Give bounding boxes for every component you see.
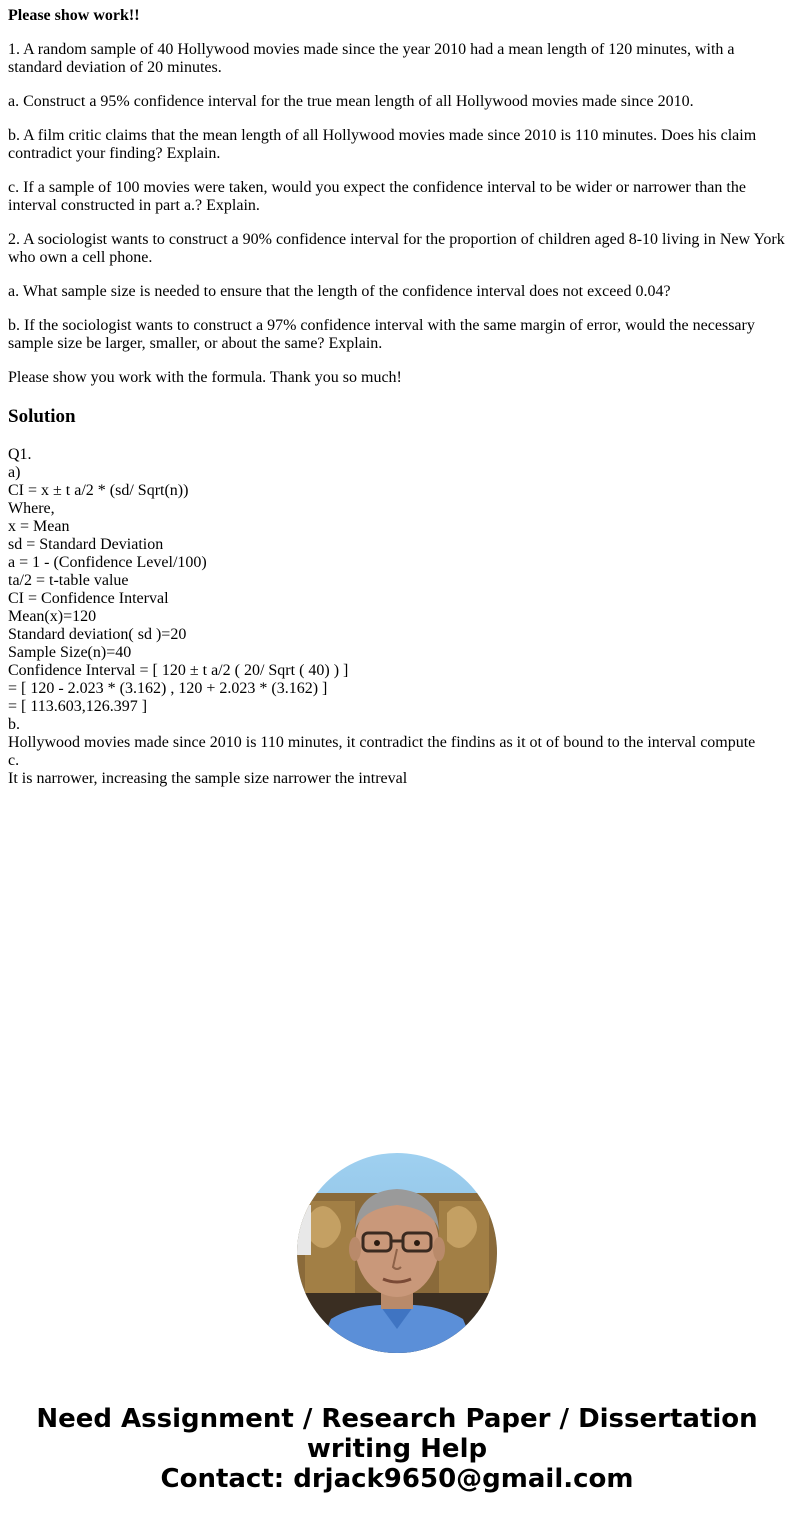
solution-line: Q1. bbox=[8, 446, 32, 463]
solution-line: a) bbox=[8, 464, 21, 481]
solution-line: Confidence Interval = [ 120 ± t a/2 ( 20/ Sqrt ( 40) ) ] bbox=[8, 662, 349, 679]
solution-line: c. bbox=[8, 752, 20, 769]
question-paragraph: b. A film critic claims that the mean length of all Hollywood movies made since 2010 is 110 minutes. Does his claim contradict your finding? Explain. bbox=[8, 127, 757, 162]
question-paragraph: 2. A sociologist wants to construct a 90% confidence interval for the proportion of children aged 8-10 living in New York who own a cell phone. bbox=[8, 231, 785, 266]
promo-line-2: writing Help bbox=[306, 1434, 488, 1464]
solution-line: x = Mean bbox=[8, 518, 70, 535]
question-paragraph: b. If the sociologist wants to construct a 97% confidence interval with the same margin of error, would the necessary sample size be larger, smaller, or about the same? Explain. bbox=[8, 317, 755, 352]
solution-line: Sample Size(n)=40 bbox=[8, 644, 132, 661]
question-title: Please show work!! bbox=[8, 7, 140, 24]
solution-body bbox=[8, 446, 788, 788]
solution-line: It is narrower, increasing the sample size narrower the intreval bbox=[8, 770, 408, 787]
solution-line: = [ 120 - 2.023 * (3.162) , 120 + 2.023 * (3.162) ] bbox=[8, 680, 328, 697]
solution-line: ta/2 = t-table value bbox=[8, 572, 129, 589]
promo-footer bbox=[0, 1404, 794, 1494]
solution-line: = [ 113.603,126.397 ] bbox=[8, 698, 148, 715]
solution-line: Mean(x)=120 bbox=[8, 608, 97, 625]
question-paragraph: a. Construct a 95% confidence interval for the true mean length of all Hollywood movies made since 2010. bbox=[8, 93, 694, 110]
promo-contact: Contact: drjack9650@gmail.com bbox=[160, 1464, 634, 1494]
question-paragraph: a. What sample size is needed to ensure that the length of the confidence interval does not exceed 0.04? bbox=[8, 283, 671, 300]
solution-line: Hollywood movies made since 2010 is 110 minutes, it contradict the findins as it ot of bound to the interval compute bbox=[8, 734, 756, 751]
solution-heading: Solution bbox=[8, 406, 76, 427]
question-section bbox=[8, 7, 788, 403]
solution-line: CI = Confidence Interval bbox=[8, 590, 169, 607]
solution-line: sd = Standard Deviation bbox=[8, 536, 164, 553]
question-paragraph: Please show you work with the formula. Thank you so much! bbox=[8, 369, 402, 386]
solution-line: b. bbox=[8, 716, 20, 733]
question-paragraph: 1. A random sample of 40 Hollywood movies made since the year 2010 had a mean length of 120 minutes, with a standard deviation of 20 minutes. bbox=[8, 41, 735, 76]
question-paragraph: c. If a sample of 100 movies were taken, would you expect the confidence interval to be wider or narrower than the interval constructed in part a.? Explain. bbox=[8, 179, 746, 214]
solution-line: a = 1 - (Confidence Level/100) bbox=[8, 554, 207, 571]
tutor-avatar bbox=[297, 1153, 497, 1353]
solution-line: Where, bbox=[8, 500, 55, 517]
solution-line: CI = x ± t a/2 * (sd/ Sqrt(n)) bbox=[8, 482, 189, 499]
portrait-image bbox=[297, 1153, 497, 1353]
promo-line-1: Need Assignment / Research Paper / Dissertation bbox=[36, 1404, 758, 1434]
solution-line: Standard deviation( sd )=20 bbox=[8, 626, 187, 643]
